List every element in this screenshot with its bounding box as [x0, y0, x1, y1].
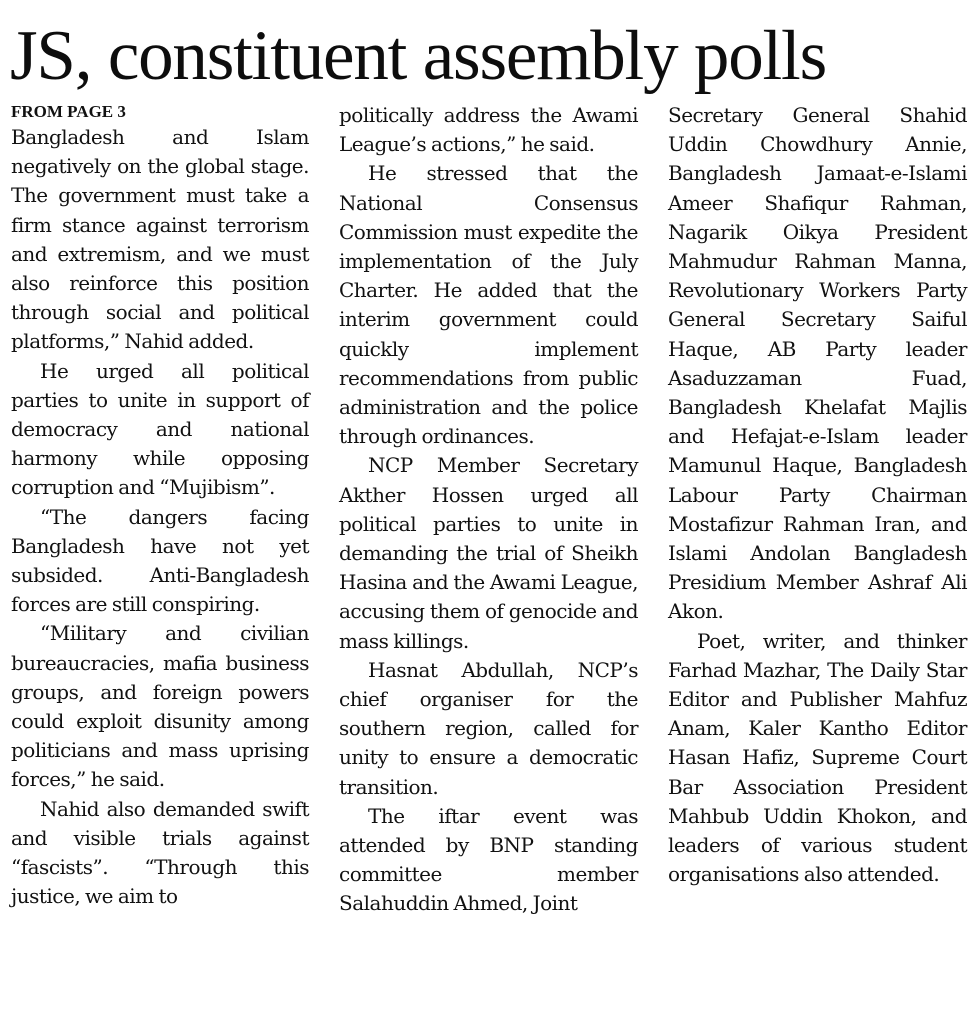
paragraph: He urged all political parties to unite in support of democracy and national harmony while opposing corruption and “Mujibism”.	[11, 358, 309, 500]
article-column-1	[11, 101, 309, 911]
article-column-2	[339, 101, 638, 919]
paragraph: “The dangers facing Bangladesh have not yet subsided. Anti-Bangladesh forces are still conspiring.	[11, 504, 309, 617]
paragraph: Hasnat Abdullah, NCP’s chief organiser for the southern region, called for unity to ensure a democratic transition.	[339, 657, 638, 799]
paragraph: politically address the Awami League’s actions,” he said.	[339, 103, 638, 157]
jump-line: FROM PAGE 3	[11, 102, 126, 121]
paragraph: The iftar event was attended by BNP standing committee member Salahuddin Ahmed, Joint	[339, 803, 638, 916]
headline: JS, constituent assembly polls	[10, 17, 827, 95]
paragraph: He stressed that the National Consensus Commission must expedite the implementation of the July Charter. He added that the interim government could quickly implement recommendations from public administration and the police through ordinances.	[339, 161, 638, 449]
paragraph: Bangladesh and Islam negatively on the global stage. The government must take a firm stance against terrorism and extremism, and we must also reinforce this position through social and political platforms,” Nahid added.	[11, 125, 309, 354]
paragraph: NCP Member Secretary Akther Hossen urged all political parties to unite in demanding the trial of Sheikh Hasina and the Awami League, accusing them of genocide and mass killings.	[339, 453, 638, 653]
paragraph: Poet, writer, and thinker Farhad Mazhar, The Daily Star Editor and Publisher Mahfuz Anam, Kaler Kantho Editor Hasan Hafiz, Supreme Court Bar Association President Mahbub Uddin Khokon, and leaders of various student organisations also attended.	[668, 628, 967, 887]
paragraph: “Military and civilian bureaucracies, mafia business groups, and foreign powers could exploit disunity among politicians and mass uprising forces,” he said.	[11, 621, 309, 792]
article-column-3	[668, 101, 967, 889]
paragraph: Secretary General Shahid Uddin Chowdhury Annie, Bangladesh Jamaat-e-Islami Ameer Shafiqur Rahman, Nagarik Oikya President Mahmudur Rahman Manna, Revolutionary Workers Party General Secretary Saiful Haque, AB Party leader Asaduzzaman Fuad, Bangladesh Khelafat Majlis and Hefajat-e-Islam leader Mamunul Haque, Bangladesh Labour Party Chairman Mostafizur Rahman Iran, and Islami Andolan Bangladesh Presidium Member Ashraf Ali Akon.	[668, 103, 967, 624]
paragraph: Nahid also demanded swift and visible trials against “fascists”. “Through this justice, we aim to	[11, 796, 309, 909]
